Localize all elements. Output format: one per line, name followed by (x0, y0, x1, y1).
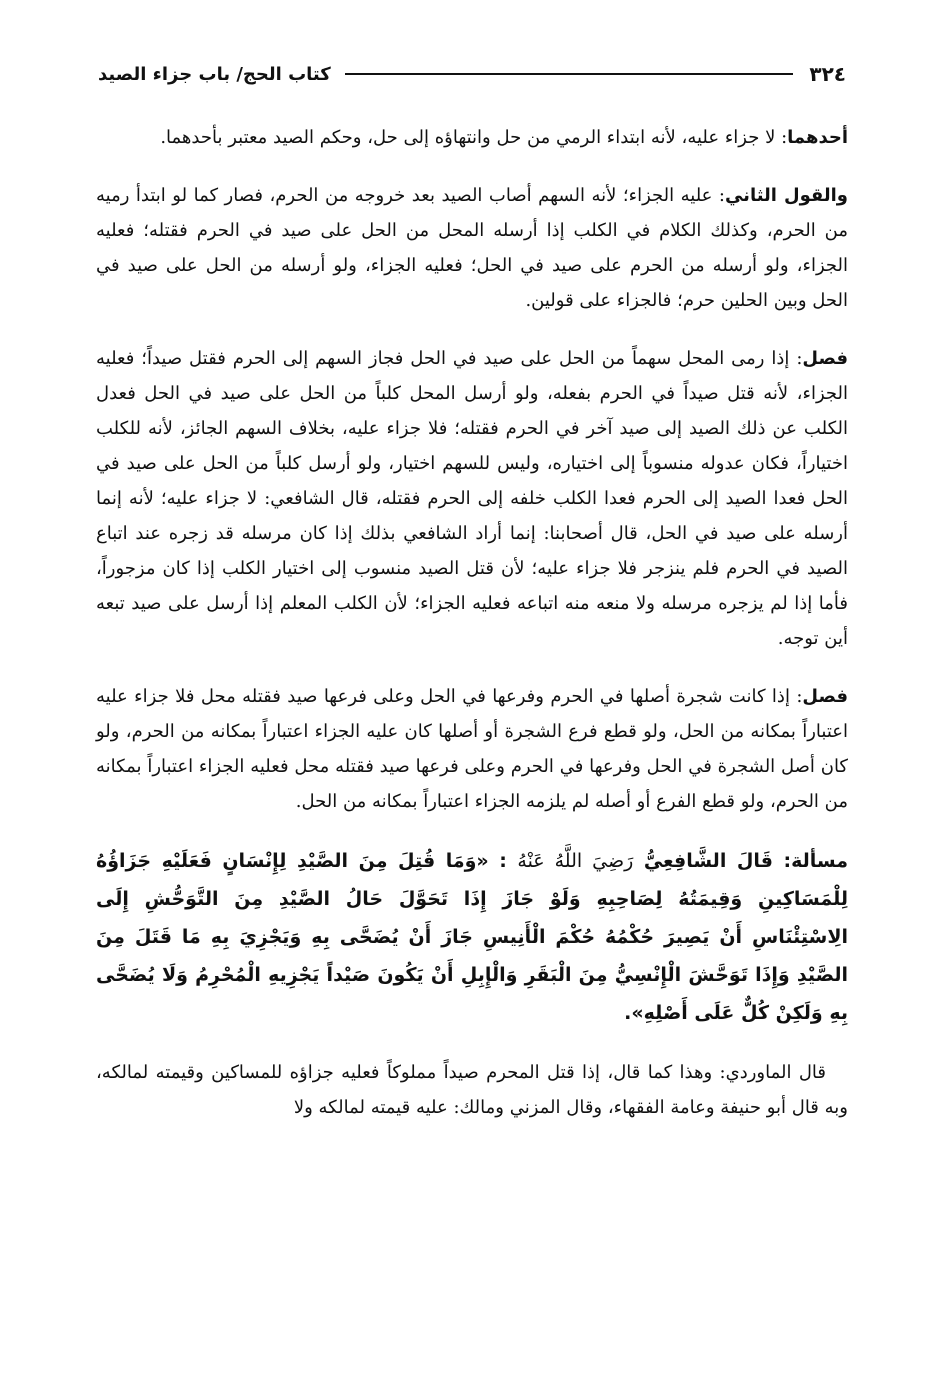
paragraph-masala (96, 842, 848, 1032)
masala-quote: : «وَمَا قُتِلَ مِنَ الصَّيْدِ لِإِنْسَانٍ فَعَلَيْهِ جَزَاؤُهُ لِلْمَسَاكِينِ وَقِيمَتُهُ لِصَاحِبِهِ وَلَوْ جَازَ إِذَا تَحَوَّلَ حَالُ الصَّيْدِ مِنَ التَّوَحُّشِ إِلَى الِاسْتِئْنَاسِ أَنْ يَصِيرَ حُكْمُهُ حُكْمَ الْأَنِيسِ جَازَ أَنْ يُضَحَّى بِهِ وَيَجْزِيَ بِهِ مَا قَتَلَ مِنَ الصَّيْدِ وَإِذَا تَوَحَّشَ الْإِنْسِيُّ مِنَ الْبَقَرِ وَالْإِبِلِ أَنْ يَكُونَ صَيْداً يَجْزِيهِ الْمُحْرِمُ وَلَا يُضَحَّى بِهِ وَلَكِنْ كُلٌّ عَلَى أَصْلِهِ». (96, 850, 848, 1024)
paragraph-text: : إذا كانت شجرة أصلها في الحرم وفرعها في الحل وعلى فرعها صيد فقتله محل فلا جزاء عليه اعتباراً بمكانه من الحل، ولو قطع فرع الشجرة أو أصلها كان عليه الجزاء اعتباراً بمكانه من الحرم، ولو كان أصل الشجرة في الحل وفرعها في الحرم وعلى فرعها صيد فقتله محل فعليه الجزاء اعتباراً بمكانه من الحرم، ولو قطع الفرع أو أصله لم يلزمه الجزاء اعتباراً بمكانه من الحل. (96, 686, 848, 812)
paragraph-section-arrow (96, 341, 848, 656)
masala-author: : قَالَ الشَّافِعِيُّ (643, 850, 792, 872)
page-number: ٣٢٤ (809, 62, 846, 86)
paragraph-text: : لا جزاء عليه، لأنه ابتداء الرمي من حل وانتهاؤه إلى حل، وحكم الصيد معتبر بأحدهما. (160, 127, 788, 148)
masala-honorific: رَضِيَ اللَّهُ عَنْهُ (517, 850, 634, 872)
paragraph-mawardi: قال الماوردي: وهذا كما قال، إذا قتل المحرم صيداً مملوكاً فعليه جزاؤه للمساكين وقيمته لمالكه، وبه قال أبو حنيفة وعامة الفقهاء، وقال المزني ومالك: عليه قيمته لمالكه ولا (96, 1062, 848, 1118)
page-header (98, 58, 846, 90)
paragraph-lead: والقول الثاني (724, 185, 848, 206)
paragraph-lead: أحدهما (787, 127, 848, 148)
header-rule (345, 73, 794, 75)
paragraph-first-opinion (96, 120, 848, 155)
paragraph-text: : إذا رمى المحل سهماً من الحل على صيد في الحل فجاز السهم إلى الحرم فقتل صيداً؛ فعليه الجزاء، لأنه قتل صيداً في الحرم بفعله، ولو أرسل المحل كلباً من الحل على صيد في الحل فعدل الكلب عن ذلك الصيد إلى صيد آخر في الحرم فقتله؛ فلا جزاء عليه، بخلاف السهم الجائز، لأنه للكلب اختياراً، فكان عدوله منسوباً إلى اختياره، وليس للسهم اختيار، ولو أرسل كلباً من الحل على صيد في الحل فعدا الصيد إلى الحرم فعدا الكلب خلفه إلى الحرم فقتله، قال الشافعي: لا جزاء عليه؛ لأنه إنما أرسله على صيد في الحل، قال أصحابنا: إنما أراد الشافعي بذلك إذا كان مرسله قد زجره عند اتباع الصيد في الحرم فلم ينزجر فلا جزاء عليه؛ لأن قتل الصيد منسوب إلى اختيار الكلب إذا كان مزجوراً، فأما إذا لم يزجره مرسله ولا منعه منه اتباعه فعليه الجزاء؛ لأن الكلب المعلم إذا أرسل على صيد تبعه أين توجه. (96, 348, 848, 649)
paragraph-second-opinion (96, 178, 848, 318)
running-title: كتاب الحج/ باب جزاء الصيد (98, 63, 331, 85)
paragraph-text: : عليه الجزاء؛ لأنه السهم أصاب الصيد بعد خروجه من الحرم، فصار كما لو ابتدأ رميه من الحرم، وكذلك الكلام في الكلب إذا أرسله المحل من الحل على صيد في الحرم فقتله؛ فعليه الجزاء، ولو أرسله من الحرم على صيد في الحل؛ فعليه الجزاء، ولو أرسله من الحل على صيد في الحل وبين الحلين حرم؛ فالجزاء على قولين. (96, 185, 848, 311)
paragraph-lead: فصل (802, 686, 848, 707)
paragraph-lead: فصل (802, 348, 848, 369)
paragraph-section-tree (96, 679, 848, 819)
masala-lead: مسألة (791, 850, 848, 872)
page-body (96, 120, 848, 1125)
